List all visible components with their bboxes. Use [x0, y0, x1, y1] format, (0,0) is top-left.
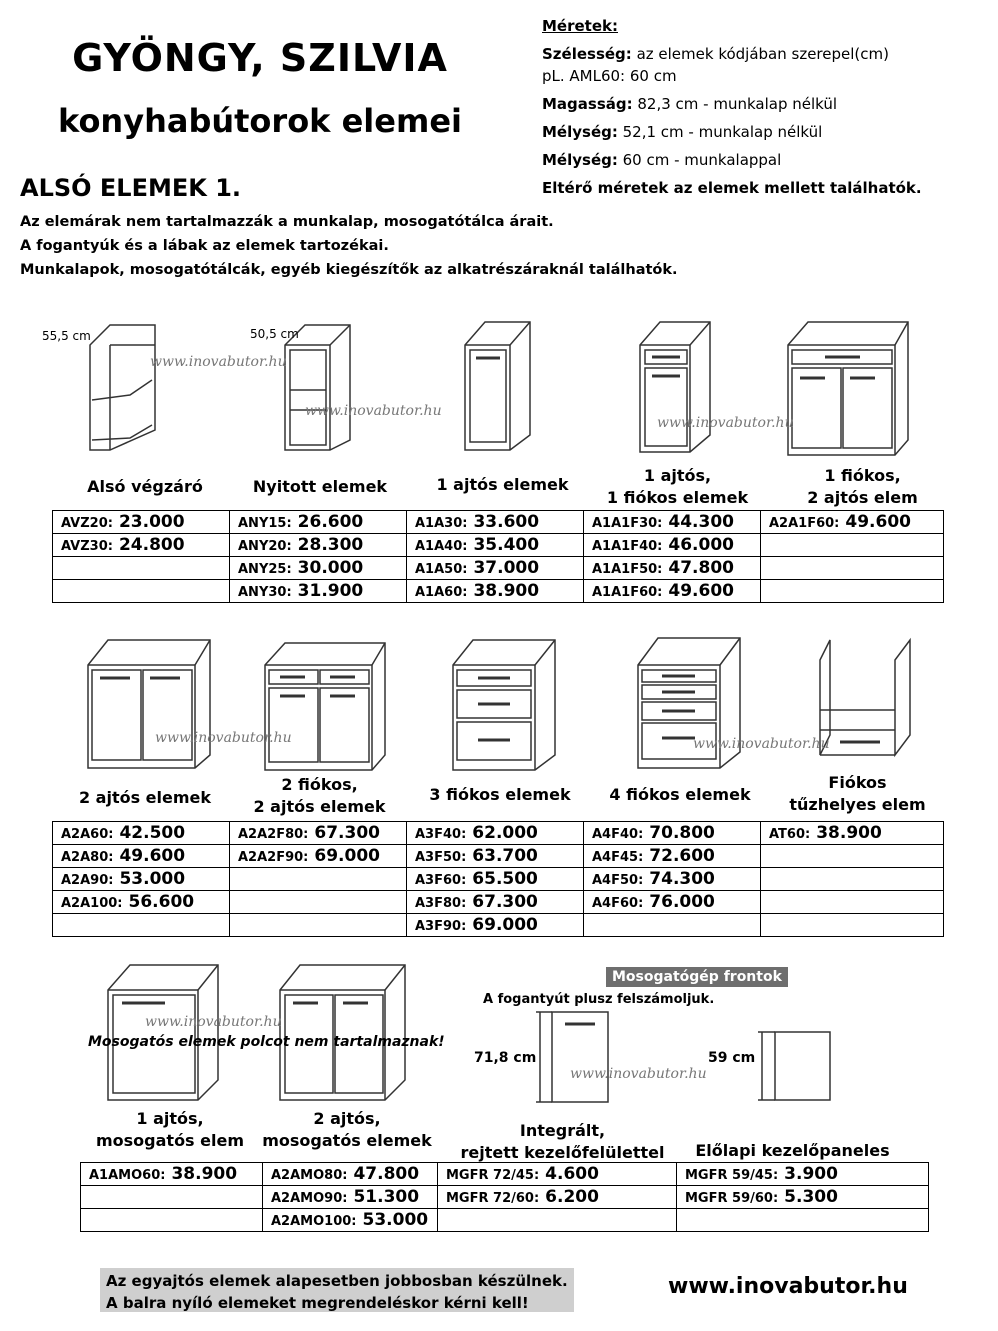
- panel-dishwasher-front-icon: [758, 1032, 830, 1100]
- table-cell: [407, 845, 584, 868]
- product-price: 31.900: [297, 581, 364, 601]
- watermark: www.inovabutor.hu: [155, 730, 292, 746]
- product-code: A1A50:: [415, 562, 468, 577]
- product-price: 33.600: [473, 512, 540, 532]
- table-cell: [584, 557, 761, 580]
- table-cell: [407, 914, 584, 937]
- product-code: ANY20:: [238, 539, 292, 554]
- product-price: 65.500: [472, 869, 538, 889]
- one-drawer-two-door-icon: [788, 322, 908, 455]
- cabinet-label: 2 ajtós, mosogatós elemek: [262, 1109, 432, 1150]
- table-cell: [438, 1163, 677, 1186]
- product-code: AVZ30:: [61, 539, 113, 554]
- product-code: ANY15:: [238, 516, 292, 531]
- product-price: 24.800: [118, 535, 185, 555]
- table-cell: [584, 511, 761, 534]
- product-code: A4F50:: [592, 873, 644, 888]
- product-code: A3F40:: [415, 827, 467, 842]
- product-price: 67.300: [472, 892, 538, 912]
- table-row: [53, 845, 944, 868]
- price-table-2: [52, 821, 944, 937]
- one-door-cabinet-icon: [465, 322, 530, 450]
- table-cell: [761, 511, 944, 534]
- product-price: 72.600: [649, 846, 715, 866]
- product-price: 26.600: [297, 512, 364, 532]
- product-code: A1A1F40:: [592, 539, 663, 554]
- table-cell: [263, 1186, 438, 1209]
- note-line: A fogantyúk és a lábak az elemek tartozékai.: [20, 238, 389, 254]
- cabinet-label: 2 fiókos, 2 ajtós elemek: [253, 775, 386, 816]
- note-line: Munkalapok, mosogatótálcák, egyéb kiegészítők az alkatrészáraknál találhatók.: [20, 262, 678, 278]
- table-cell: [230, 891, 407, 914]
- cabinet-label: Integrált, rejtett kezelőfelülettel: [460, 1121, 665, 1162]
- product-code: A3F90:: [415, 919, 467, 934]
- cabinet-label: 3 fiókos elemek: [429, 785, 571, 804]
- product-price: 49.600: [845, 512, 911, 532]
- product-code: A2A100:: [61, 896, 123, 911]
- product-code: MGFR 59/45:: [685, 1168, 779, 1183]
- end-cabinet-icon: [90, 325, 155, 450]
- table-cell: [677, 1163, 929, 1186]
- table-cell: [263, 1209, 438, 1232]
- table-cell: [677, 1209, 929, 1232]
- table-row: [53, 534, 944, 557]
- table-cell: [263, 1163, 438, 1186]
- product-code: A4F45:: [592, 850, 644, 865]
- price-table-3: [80, 1162, 929, 1232]
- product-price: 69.000: [472, 915, 538, 935]
- product-price: 53.000: [362, 1210, 429, 1230]
- table-cell: [53, 557, 230, 580]
- product-price: 46.000: [668, 535, 734, 555]
- table-cell: [53, 845, 230, 868]
- product-price: 47.800: [668, 558, 734, 578]
- two-door-sink-cabinet-icon: [280, 965, 405, 1100]
- table-row: [53, 891, 944, 914]
- watermark: www.inovabutor.hu: [693, 736, 830, 752]
- product-code: A4F60:: [592, 896, 644, 911]
- table-cell: [677, 1186, 929, 1209]
- table-cell: [761, 914, 944, 937]
- table-cell: [407, 891, 584, 914]
- table-cell: [584, 891, 761, 914]
- integrated-dishwasher-front-icon: [536, 1012, 608, 1102]
- product-code: A2AMO100:: [271, 1214, 357, 1229]
- handle-note: A fogantyút plusz felszámoljuk.: [483, 992, 715, 1007]
- three-drawer-cabinet-icon: [453, 640, 555, 770]
- table-cell: [81, 1186, 263, 1209]
- open-cabinet-icon: [285, 325, 350, 450]
- table-cell: [584, 845, 761, 868]
- cabinet-label: Alsó végzáró: [87, 477, 203, 496]
- table-cell: [230, 511, 407, 534]
- table-cell: [584, 580, 761, 603]
- table-row: [53, 511, 944, 534]
- table-row: [53, 580, 944, 603]
- depth-label-1: Mélység:: [542, 123, 618, 141]
- watermark: www.inovabutor.hu: [150, 354, 287, 370]
- product-price: 38.900: [473, 581, 540, 601]
- table-cell: [81, 1209, 263, 1232]
- table-cell: [53, 822, 230, 845]
- table-row: [81, 1209, 929, 1232]
- product-price: 3.900: [784, 1164, 838, 1184]
- table-cell: [53, 891, 230, 914]
- table-row: [53, 868, 944, 891]
- product-price: 51.300: [353, 1187, 420, 1207]
- table-cell: [584, 822, 761, 845]
- product-price: 5.300: [784, 1187, 838, 1207]
- table-cell: [53, 914, 230, 937]
- table-cell: [407, 868, 584, 891]
- product-code: A1A1F60:: [592, 585, 663, 600]
- product-price: 62.000: [472, 823, 538, 843]
- product-code: A2A90:: [61, 873, 114, 888]
- table-cell: [584, 868, 761, 891]
- table-cell: [230, 557, 407, 580]
- one-door-sink-cabinet-icon: [108, 965, 218, 1100]
- product-code: ANY25:: [238, 562, 292, 577]
- table-cell: [761, 845, 944, 868]
- product-price: 56.600: [128, 892, 195, 912]
- width-text: az elemek kódjában szerepel(cm): [631, 45, 889, 63]
- product-code: MGFR 72/60:: [446, 1191, 540, 1206]
- product-price: 35.400: [473, 535, 540, 555]
- table-cell: [761, 557, 944, 580]
- watermark: www.inovabutor.hu: [657, 415, 794, 431]
- height-label: Magasság:: [542, 95, 633, 113]
- dishwasher-title: Mosogatógép frontok: [606, 966, 788, 985]
- table-cell: [230, 845, 407, 868]
- product-code: A1AMO60:: [89, 1168, 166, 1183]
- table-row: [53, 557, 944, 580]
- product-code: MGFR 59/60:: [685, 1191, 779, 1206]
- table-cell: [53, 868, 230, 891]
- table-cell: [407, 511, 584, 534]
- depth-text-2: 60 cm - munkalappal: [617, 151, 782, 169]
- cabinet-label: 1 ajtós elemek: [436, 475, 569, 494]
- width-example: pL. AML60: 60 cm: [542, 67, 677, 85]
- table-cell: [407, 557, 584, 580]
- product-price: 38.900: [171, 1164, 238, 1184]
- watermark: www.inovabutor.hu: [570, 1066, 707, 1082]
- product-code: A1A40:: [415, 539, 468, 554]
- product-code: A4F40:: [592, 827, 644, 842]
- cabinet-label: 1 ajtós, 1 fiókos elemek: [606, 466, 749, 507]
- table-cell: [230, 580, 407, 603]
- depth-label-2: Mélység:: [542, 151, 618, 169]
- cabinet-label: Nyitott elemek: [252, 477, 388, 496]
- product-price: 67.300: [314, 823, 380, 843]
- product-code: MGFR 72/45:: [446, 1168, 540, 1183]
- product-price: 38.900: [816, 823, 882, 843]
- table-cell: [230, 534, 407, 557]
- table-cell: [584, 534, 761, 557]
- product-price: 70.800: [649, 823, 715, 843]
- one-door-one-drawer-icon: [640, 322, 710, 452]
- product-code: A1A1F30:: [592, 516, 663, 531]
- table-cell: [230, 822, 407, 845]
- product-price: 37.000: [473, 558, 540, 578]
- page-subtitle: konyhabútorok elemei: [58, 102, 462, 140]
- table-cell: [438, 1186, 677, 1209]
- product-price: 4.600: [545, 1164, 599, 1184]
- product-price: 74.300: [649, 869, 715, 889]
- height-text: 82,3 cm - munkalap nélkül: [632, 95, 838, 113]
- different-sizes-note: Eltérő méretek az elemek mellett találhatók.: [542, 179, 922, 197]
- width-label: Szélesség:: [542, 45, 632, 63]
- product-price: 44.300: [668, 512, 734, 532]
- dim-label: 59 cm: [708, 1050, 756, 1066]
- product-code: A3F50:: [415, 850, 467, 865]
- table-cell: [230, 868, 407, 891]
- section-title: ALSÓ ELEMEK 1.: [20, 174, 242, 202]
- oven-cabinet-icon: [820, 640, 910, 755]
- depth-text-1: 52,1 cm - munkalap nélkül: [617, 123, 823, 141]
- table-cell: [230, 914, 407, 937]
- product-code: A2A2F90:: [238, 850, 309, 865]
- cabinet-label: 2 ajtós elemek: [78, 788, 212, 807]
- product-price: 28.300: [297, 535, 364, 555]
- cabinet-label: 1 ajtós, mosogatós elem: [95, 1109, 245, 1150]
- table-row: [81, 1186, 929, 1209]
- product-price: 49.600: [119, 846, 186, 866]
- dim-label: 50,5 cm: [250, 327, 299, 341]
- two-door-cabinet-icon: [88, 640, 210, 768]
- table-cell: [81, 1163, 263, 1186]
- product-price: 49.600: [668, 581, 734, 601]
- cabinet-label: 4 fiókos elemek: [609, 785, 751, 804]
- table-row: [81, 1163, 929, 1186]
- table-cell: [761, 534, 944, 557]
- product-price: 23.000: [118, 512, 185, 532]
- product-code: AT60:: [769, 827, 811, 842]
- product-code: A3F60:: [415, 873, 467, 888]
- product-price: 63.700: [472, 846, 538, 866]
- product-code: A2A80:: [61, 850, 114, 865]
- table-cell: [761, 580, 944, 603]
- product-code: A2A60:: [61, 827, 114, 842]
- product-price: 53.000: [119, 869, 186, 889]
- product-code: A3F80:: [415, 896, 467, 911]
- cabinet-label: Fiókos tűzhelyes elem: [789, 773, 926, 814]
- product-price: 47.800: [353, 1164, 420, 1184]
- product-price: 69.000: [314, 846, 380, 866]
- dim-label: 55,5 cm: [42, 329, 91, 343]
- product-code: A1A1F50:: [592, 562, 663, 577]
- website-url[interactable]: www.inovabutor.hu: [668, 1274, 908, 1299]
- product-code: AVZ20:: [61, 516, 113, 531]
- footer-note: Az egyajtós elemek alapesetben jobbosban készülnek. A balra nyíló elemeket megrendeléskor kérni kell!: [100, 1268, 574, 1312]
- note-line: Az elemárak nem tartalmazzák a munkalap, mosogatótálca árait.: [20, 214, 554, 230]
- product-code: A2A2F80:: [238, 827, 309, 842]
- table-cell: [407, 580, 584, 603]
- sink-note: Mosogatós elemek polcot nem tartalmaznak!: [88, 1034, 445, 1050]
- table-cell: [761, 822, 944, 845]
- table-cell: [761, 868, 944, 891]
- product-code: ANY30:: [238, 585, 292, 600]
- product-price: 6.200: [545, 1187, 599, 1207]
- table-cell: [53, 511, 230, 534]
- cabinet-label: 1 fiókos, 2 ajtós elem: [807, 466, 918, 507]
- table-cell: [407, 534, 584, 557]
- table-cell: [438, 1209, 677, 1232]
- table-cell: [761, 891, 944, 914]
- table-row: [53, 914, 944, 937]
- product-price: 76.000: [649, 892, 715, 912]
- product-code: A2AMO90:: [271, 1191, 348, 1206]
- product-code: A2AMO80:: [271, 1168, 348, 1183]
- watermark: www.inovabutor.hu: [305, 403, 442, 419]
- table-cell: [53, 580, 230, 603]
- price-table-1: [52, 510, 944, 603]
- table-cell: [53, 534, 230, 557]
- page-title: GYÖNGY, SZILVIA: [72, 36, 448, 80]
- cabinet-label: Előlapi kezelőpaneles: [695, 1141, 890, 1160]
- product-code: A2A1F60:: [769, 516, 840, 531]
- dim-label: 71,8 cm: [474, 1050, 537, 1066]
- product-price: 30.000: [297, 558, 364, 578]
- table-row: [53, 822, 944, 845]
- product-code: A1A60:: [415, 585, 468, 600]
- table-cell: [407, 822, 584, 845]
- watermark: www.inovabutor.hu: [145, 1014, 282, 1030]
- table-cell: [584, 914, 761, 937]
- two-drawer-two-door-icon: [265, 643, 385, 770]
- product-code: A1A30:: [415, 516, 468, 531]
- product-price: 42.500: [119, 823, 186, 843]
- dimensions-heading: Méretek:: [542, 17, 618, 35]
